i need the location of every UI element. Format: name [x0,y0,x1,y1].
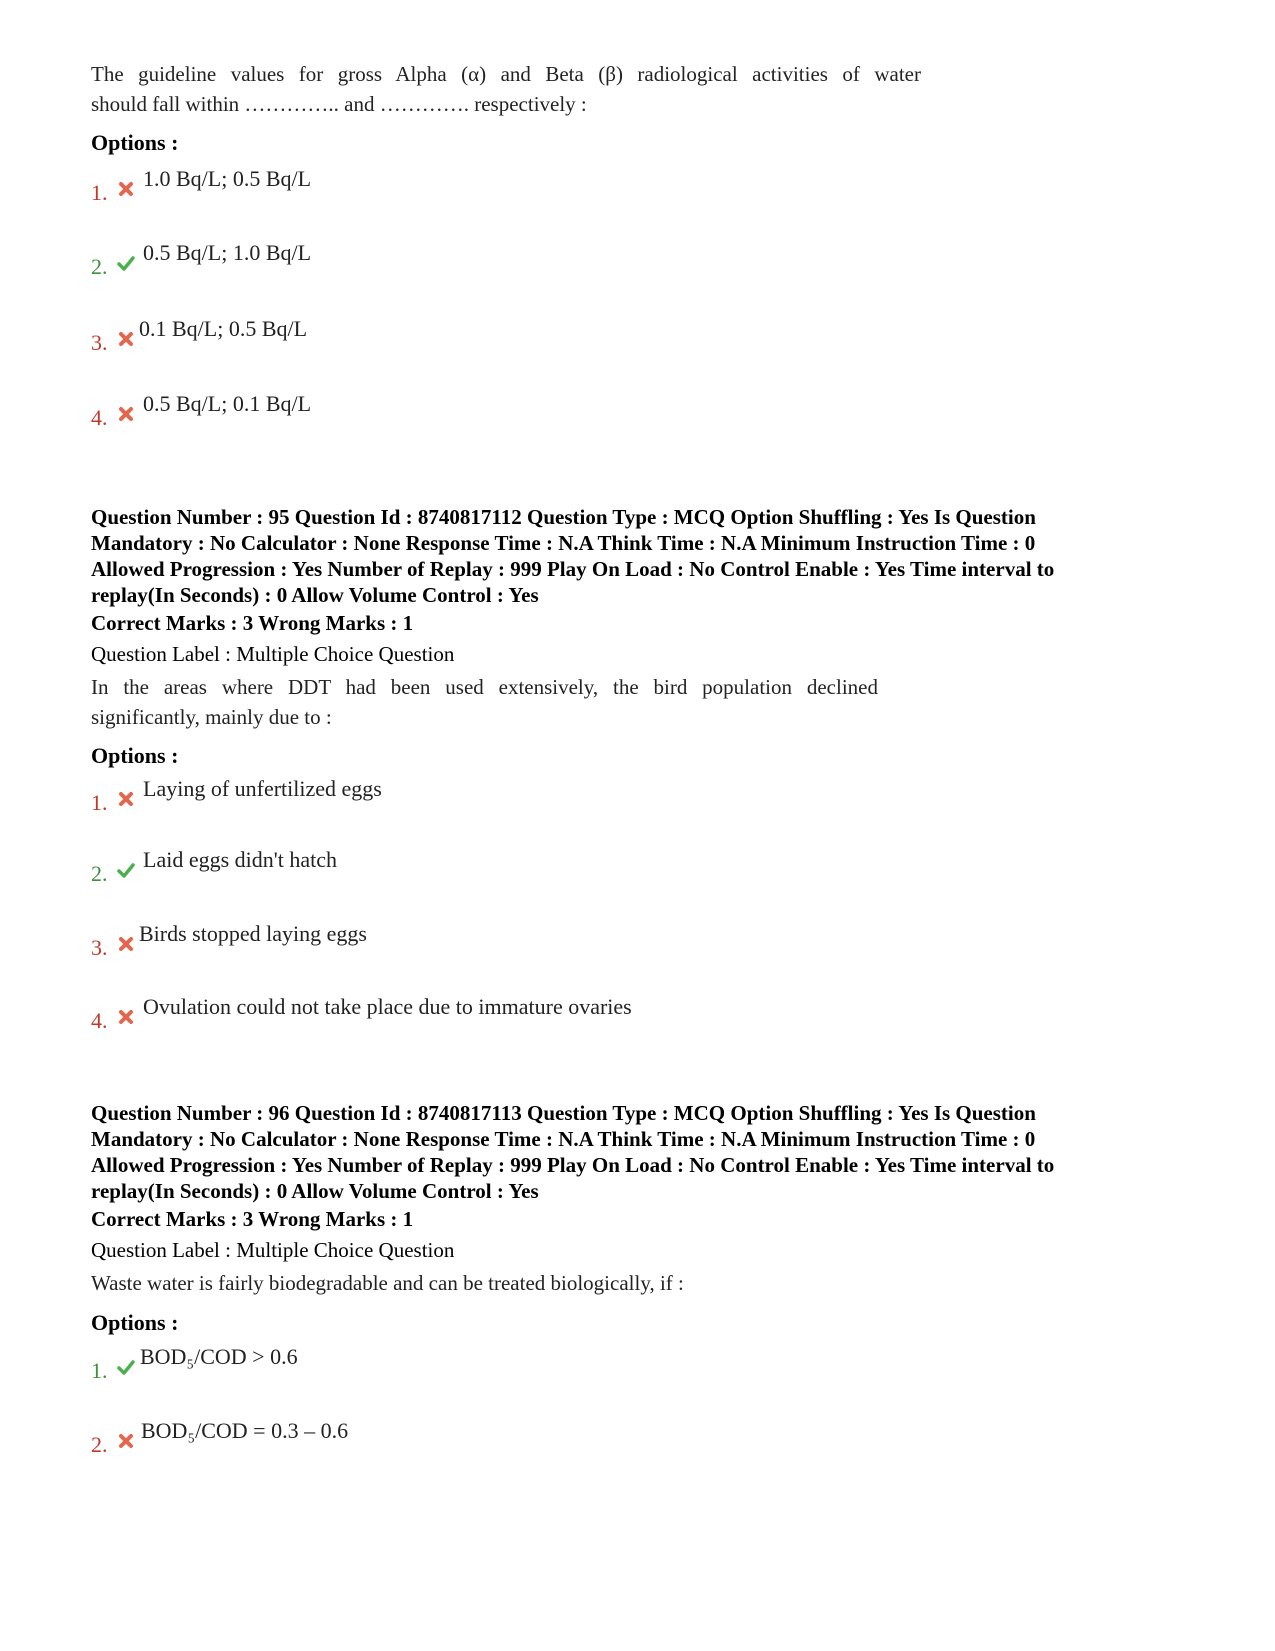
question-96-meta-line-3: Allowed Progression : Yes Number of Replay : 999 Play On Load : No Control Enable : Yes Time interval to [91,1153,1055,1177]
question-95-option-4 [91,994,991,1034]
wrong-cross-icon [117,790,135,808]
option-number: 2. [91,1432,108,1457]
question-94-option-2 [91,240,991,280]
question-95-options-label: Options : [91,743,179,768]
question-95-text-line-1: In the areas where DDT had been used extensively, the bird population declined [91,675,878,699]
option-text: Laid eggs didn't hatch [143,847,337,872]
question-94-options-label: Options : [91,130,179,155]
option-number: 2. [91,254,108,279]
question-95-meta-line-4: replay(In Seconds) : 0 Allow Volume Control : Yes [91,583,539,607]
question-94-text-line-1: The guideline values for gross Alpha (α) and Beta (β) radiological activities of water [91,62,921,86]
question-95-option-3 [91,921,991,961]
option-number: 1. [91,790,108,815]
option-text: 0.5 Bq/L; 1.0 Bq/L [143,240,312,265]
wrong-cross-icon [117,180,135,198]
question-95-marks: Correct Marks : 3 Wrong Marks : 1 [91,611,414,635]
question-96-metadata [91,1100,1191,1204]
question-96-option-2 [91,1418,991,1458]
wrong-cross-icon [117,1008,135,1026]
option-number: 1. [91,1358,108,1383]
question-95-meta-line-2: Mandatory : No Calculator : None Response Time : N.A Think Time : N.A Minimum Instruction Time : 0 [91,531,1036,555]
question-95-meta-line-1: Question Number : 95 Question Id : 8740817112 Question Type : MCQ Option Shuffling : Yes Is Question [91,505,1036,529]
wrong-cross-icon [117,1432,135,1450]
option-text: Ovulation could not take place due to immature ovaries [143,994,632,1019]
option-number: 4. [91,405,108,430]
question-95-option-2 [91,847,991,887]
question-95-option-1 [91,776,991,816]
option-number: 2. [91,861,108,886]
correct-check-icon [117,254,135,272]
option-text: 0.1 Bq/L; 0.5 Bq/L [139,316,308,341]
question-96-text-line-1: Waste water is fairly biodegradable and can be treated biologically, if : [91,1271,684,1295]
question-94-option-1 [91,166,991,206]
question-95-text-line-2: significantly, mainly due to : [91,705,332,729]
option-text: BOD₅/COD > 0.6 [140,1344,298,1369]
question-95-label: Question Label : Multiple Choice Question [91,642,455,666]
question-96-marks: Correct Marks : 3 Wrong Marks : 1 [91,1207,414,1231]
question-94-text-line-2: should fall within ………….. and …………. respectively : [91,92,587,116]
option-text: BOD₅/COD = 0.3 – 0.6 [141,1418,349,1443]
question-94-text [91,59,921,119]
question-94-option-4 [91,391,991,431]
question-96-option-1 [91,1344,991,1384]
option-number: 3. [91,935,108,960]
option-number: 3. [91,330,108,355]
option-text: Birds stopped laying eggs [139,921,367,946]
question-96-meta-line-1: Question Number : 96 Question Id : 8740817113 Question Type : MCQ Option Shuffling : Yes Is Question [91,1101,1036,1125]
option-number: 4. [91,1008,108,1033]
question-95-meta-line-3: Allowed Progression : Yes Number of Replay : 999 Play On Load : No Control Enable : Yes Time interval to [91,557,1055,581]
question-96-options-label: Options : [91,1310,179,1335]
option-text: Laying of unfertilized eggs [143,776,382,801]
option-text: 1.0 Bq/L; 0.5 Bq/L [143,166,312,191]
question-96-meta-line-4: replay(In Seconds) : 0 Allow Volume Control : Yes [91,1179,539,1203]
correct-check-icon [117,861,135,879]
wrong-cross-icon [117,935,135,953]
correct-check-icon [117,1358,135,1376]
question-96-label: Question Label : Multiple Choice Question [91,1238,455,1262]
option-number: 1. [91,180,108,205]
option-text: 0.5 Bq/L; 0.1 Bq/L [143,391,312,416]
question-94-option-3 [91,316,991,356]
question-95-text [91,672,878,732]
question-96-meta-line-2: Mandatory : No Calculator : None Response Time : N.A Think Time : N.A Minimum Instruction Time : 0 [91,1127,1036,1151]
wrong-cross-icon [117,405,135,423]
question-96-text [91,1268,921,1298]
wrong-cross-icon [117,330,135,348]
question-95-metadata [91,504,1191,608]
